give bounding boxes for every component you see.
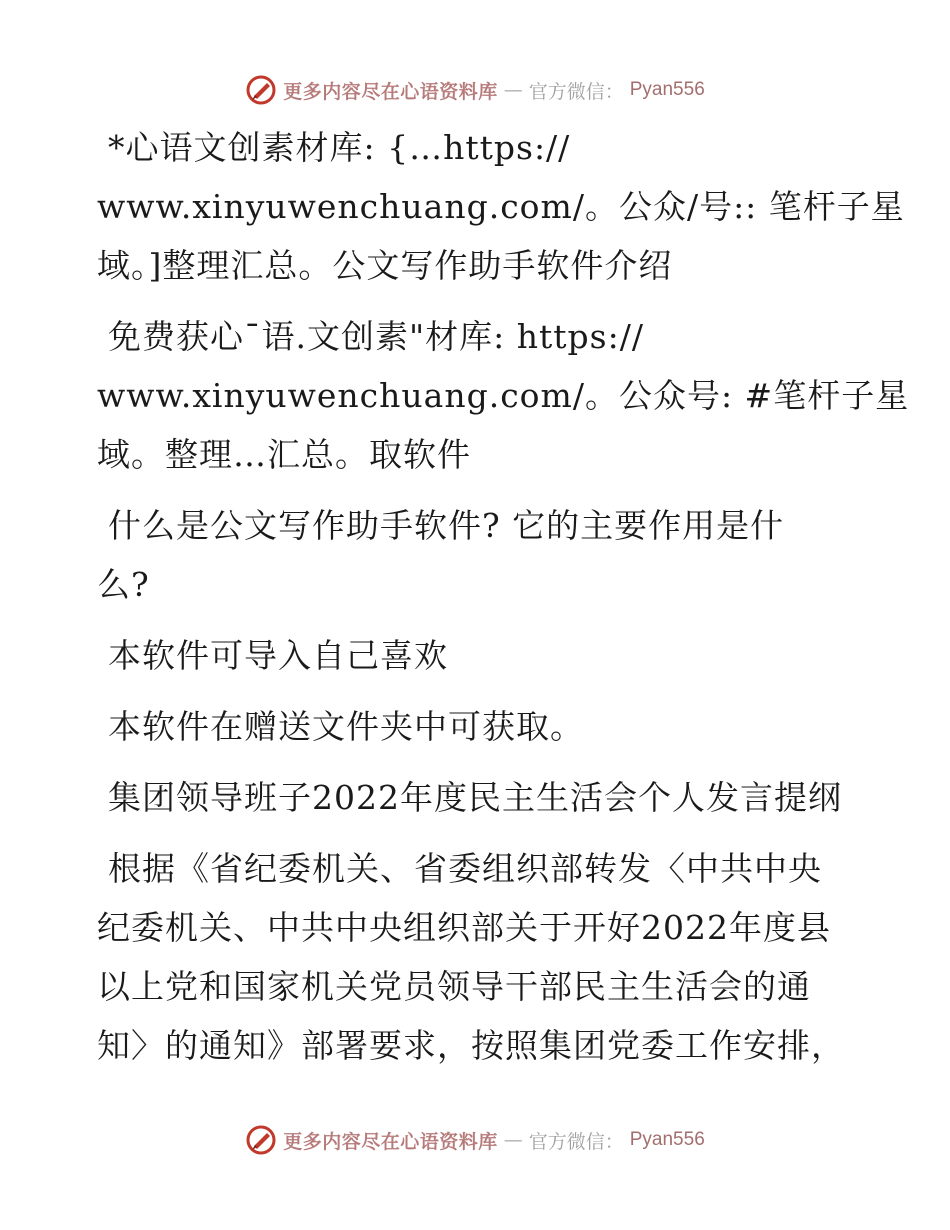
text-line: www.xinyuwenchuang.com/。公众/号:: 笔杆子星 xyxy=(97,187,905,226)
banner-wechat-label: 官方微信： xyxy=(528,1130,624,1153)
text-line: 本软件在赠送文件夹中可获取。 xyxy=(108,707,584,746)
text-line: 免费获心¯语.文创素"材库: https:// xyxy=(108,317,644,356)
paragraph-2 xyxy=(97,307,910,484)
banner-wechat-id: Pyan556 xyxy=(629,79,705,100)
header-banner xyxy=(0,70,950,110)
text-line: 么? xyxy=(97,565,150,604)
text-line: *心语文创素材库: {…https:// xyxy=(108,128,571,167)
banner-wechat-label: 官方微信： xyxy=(528,80,624,103)
document-title: 集团领导班子2022年度民主生活会个人发言提纲 xyxy=(108,778,842,817)
paragraph-5 xyxy=(97,697,847,756)
paragraph-1 xyxy=(97,118,905,295)
paragraph-4 xyxy=(97,626,847,685)
text-line: 纪委机关、中共中央组织部关于开好2022年度县 xyxy=(97,908,831,947)
banner-separator: — xyxy=(503,79,523,101)
paragraph-3 xyxy=(97,496,847,614)
document-body xyxy=(97,118,910,1087)
text-line: 知〉的通知》部署要求，按照集团党委工作安排， xyxy=(97,1026,845,1065)
banner-wechat-id: Pyan556 xyxy=(629,1129,705,1150)
text-line: 根据《省纪委机关、省委组织部转发〈中共中央 xyxy=(108,849,822,888)
text-line: 以上党和国家机关党员领导干部民主生活会的通 xyxy=(97,967,811,1006)
footer-banner xyxy=(0,1120,950,1160)
paragraph-6-title xyxy=(97,768,847,827)
banner-separator: — xyxy=(503,1129,523,1151)
text-line: 什么是公文写作助手软件? 它的主要作用是什 xyxy=(108,506,785,545)
text-line: 域。]整理汇总。公文写作助手软件介绍 xyxy=(97,246,673,285)
text-line: 本软件可导入自己喜欢 xyxy=(108,636,448,675)
banner-title: 更多内容尽在心语资料库 xyxy=(283,80,498,103)
text-line: www.xinyuwenchuang.com/。公众号: #笔杆子星 xyxy=(97,376,910,415)
banner-title: 更多内容尽在心语资料库 xyxy=(283,1130,498,1153)
pen-logo-icon xyxy=(245,1124,277,1156)
text-line: 域。整理…汇总。取软件 xyxy=(97,435,471,474)
paragraph-7 xyxy=(97,839,847,1075)
pen-logo-icon xyxy=(245,74,277,106)
